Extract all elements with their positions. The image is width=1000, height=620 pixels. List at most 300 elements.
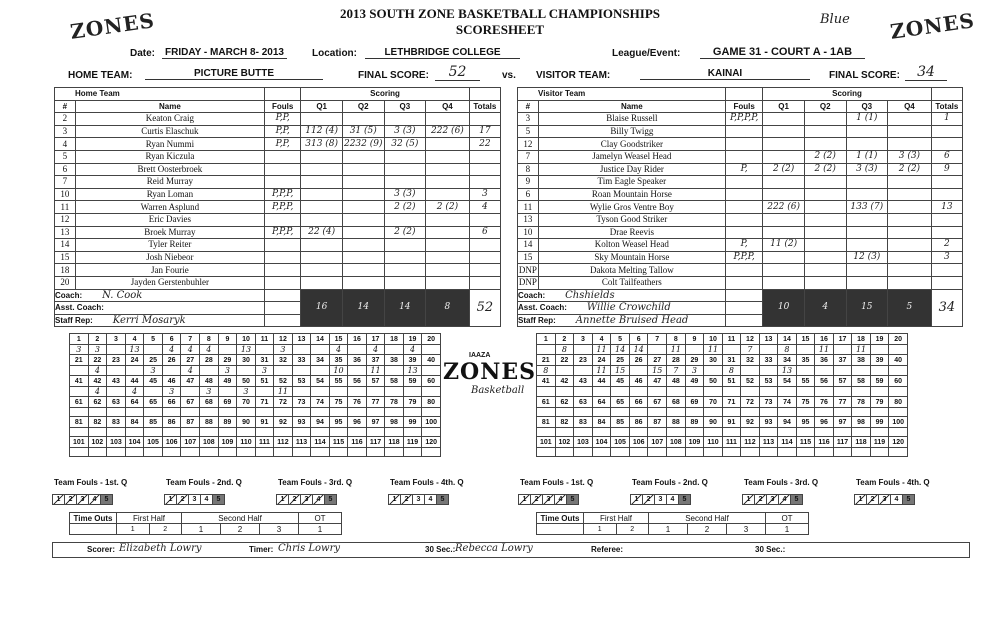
score-cell: 44	[592, 376, 611, 387]
score-cell: 110	[704, 437, 723, 448]
score-number-row	[70, 417, 441, 428]
col-totals: Totals	[469, 100, 500, 113]
player-q4	[426, 239, 470, 252]
player-q2	[804, 125, 846, 138]
score-mark-row	[537, 387, 908, 397]
player-name: Jayden Gerstenbuhler	[75, 276, 264, 289]
score-mark	[815, 448, 834, 457]
player-name: Tyson Good Striker	[538, 213, 725, 226]
player-q1	[763, 213, 805, 226]
score-cell: 98	[852, 417, 871, 428]
team-fouls-boxes	[518, 488, 628, 506]
score-mark: 4	[200, 345, 219, 355]
player-number: 6	[55, 163, 76, 176]
score-cell: 37	[366, 355, 385, 366]
score-mark	[125, 448, 144, 457]
score-cell: 24	[125, 355, 144, 366]
player-q1	[763, 251, 805, 264]
player-name: Reid Murray	[75, 176, 264, 189]
player-row	[518, 113, 963, 126]
score-cell: 14	[311, 334, 330, 345]
score-mark	[385, 366, 404, 376]
score-cell: 84	[125, 417, 144, 428]
score-cell: 47	[648, 376, 667, 387]
score-cell: 5	[144, 334, 163, 345]
score-cell: 83	[574, 417, 593, 428]
player-q1	[763, 113, 805, 126]
staff-label	[55, 302, 265, 315]
score-mark	[537, 428, 556, 437]
score-cell: 114	[778, 437, 797, 448]
score-cell: 95	[796, 417, 815, 428]
score-cell: 119	[870, 437, 889, 448]
score-mark: 15	[648, 366, 667, 376]
blank-cell	[264, 314, 300, 327]
score-mark	[759, 366, 778, 376]
score-mark	[870, 387, 889, 397]
player-tot	[469, 176, 500, 189]
score-cell: 100	[422, 417, 441, 428]
score-cell: 81	[537, 417, 556, 428]
score-cell: 18	[385, 334, 404, 345]
score-mark	[329, 387, 348, 397]
team-fouls-label: Team Fouls - 4th. Q	[856, 478, 930, 487]
player-q2	[804, 138, 846, 151]
player-q3: 12 (3)	[846, 251, 888, 264]
score-cell: 48	[667, 376, 686, 387]
score-mark	[422, 366, 441, 376]
score-mark	[629, 448, 648, 457]
player-row	[518, 188, 963, 201]
score-cell: 20	[889, 334, 908, 345]
score-cell: 43	[574, 376, 593, 387]
score-mark	[255, 408, 273, 417]
timer-signature: Chris Lowry	[278, 543, 341, 554]
score-cell: 14	[778, 334, 797, 345]
score-cell: 85	[611, 417, 630, 428]
player-q1	[763, 138, 805, 151]
visitor-team-value: KAINAI	[640, 68, 810, 80]
player-tot	[931, 226, 962, 239]
score-cell: 103	[107, 437, 126, 448]
score-mark-row	[537, 448, 908, 457]
score-cell: 22	[88, 355, 107, 366]
score-mark: 13	[237, 345, 256, 355]
score-mark	[592, 428, 611, 437]
score-mark	[759, 428, 778, 437]
score-mark	[107, 448, 126, 457]
score-mark: 3	[685, 366, 704, 376]
player-row	[518, 251, 963, 264]
team-foul-box: 4	[200, 494, 213, 505]
player-row	[55, 138, 501, 151]
score-mark	[385, 448, 404, 457]
player-number: 10	[55, 188, 76, 201]
quarter-total: 14	[342, 289, 384, 327]
score-cell: 52	[741, 376, 760, 387]
score-cell: 62	[555, 397, 574, 408]
score-mark	[348, 366, 367, 376]
score-cell: 90	[704, 417, 723, 428]
score-mark	[555, 366, 574, 376]
score-cell: 19	[403, 334, 422, 345]
score-mark	[555, 387, 574, 397]
score-mark	[648, 345, 667, 355]
player-q3	[846, 138, 888, 151]
player-tot	[469, 150, 500, 163]
score-cell: 32	[274, 355, 293, 366]
score-mark	[88, 408, 107, 417]
staff-signature: Chshields	[565, 289, 615, 301]
visitor-caption: Visitor Team	[518, 88, 726, 101]
score-cell: 60	[889, 376, 908, 387]
score-cell: 67	[181, 397, 200, 408]
col-fouls: Fouls	[725, 100, 762, 113]
score-cell: 114	[311, 437, 330, 448]
team-foul-box: 5	[678, 494, 691, 505]
score-mark	[200, 448, 219, 457]
score-cell: 68	[667, 397, 686, 408]
team-foul-box: 2	[64, 494, 77, 505]
score-mark: 3	[70, 345, 89, 355]
player-q4	[426, 163, 470, 176]
player-q3	[384, 113, 426, 126]
team-foul-box: 1	[52, 494, 65, 505]
score-mark: 8	[537, 366, 556, 376]
quarter-total: 5	[888, 289, 932, 327]
col-num: #	[518, 100, 539, 113]
team-foul-box: 4	[890, 494, 903, 505]
score-mark: 3	[144, 366, 163, 376]
player-tot	[469, 264, 500, 277]
player-q4	[888, 264, 932, 277]
player-q1: 11 (2)	[763, 239, 805, 252]
score-mark-row	[70, 366, 441, 376]
player-q4	[888, 188, 932, 201]
score-mark	[889, 408, 908, 417]
score-mark: 13	[403, 366, 422, 376]
score-cell: 9	[685, 334, 704, 345]
player-q3: 3 (3)	[846, 163, 888, 176]
team-foul-box: 5	[100, 494, 113, 505]
score-cell: 99	[403, 417, 422, 428]
score-mark	[107, 345, 126, 355]
player-tot	[931, 213, 962, 226]
player-tot: 13	[931, 201, 962, 214]
player-q3: 133 (7)	[846, 201, 888, 214]
score-cell: 17	[833, 334, 852, 345]
asst-label: Asst. Coach:	[518, 303, 567, 313]
score-mark	[403, 428, 422, 437]
player-fouls: P,P,P,	[264, 188, 300, 201]
date-value: FRIDAY - MARCH 8- 2013	[162, 47, 287, 59]
score-cell: 69	[218, 397, 237, 408]
player-tot	[931, 176, 962, 189]
player-q3	[384, 276, 426, 289]
player-q3	[384, 213, 426, 226]
player-tot: 3	[469, 188, 500, 201]
player-tot	[469, 239, 500, 252]
team-foul-box: 1	[630, 494, 643, 505]
score-cell: 70	[237, 397, 256, 408]
player-fouls	[725, 276, 762, 289]
score-cell: 39	[403, 355, 422, 366]
score-cell: 12	[274, 334, 293, 345]
score-mark	[422, 428, 441, 437]
score-cell: 1	[537, 334, 556, 345]
score-mark	[704, 387, 723, 397]
score-cell: 12	[741, 334, 760, 345]
score-cell: 23	[574, 355, 593, 366]
score-cell: 118	[852, 437, 871, 448]
player-row	[518, 276, 963, 289]
score-mark	[537, 448, 556, 457]
home-roster-table	[54, 87, 501, 327]
staff-label: Staff Rep:	[55, 315, 93, 325]
player-tot	[469, 113, 500, 126]
ot-label: OT	[299, 513, 342, 524]
player-name: Keaton Craig	[75, 113, 264, 126]
score-mark	[574, 387, 593, 397]
score-mark: 4	[366, 345, 385, 355]
score-mark	[70, 366, 89, 376]
score-cell: 30	[704, 355, 723, 366]
score-number-row	[537, 417, 908, 428]
team-fouls-quarter	[52, 478, 162, 506]
player-row	[55, 176, 501, 189]
coach-label: Coach:	[55, 290, 83, 300]
team-fouls-boxes	[276, 488, 386, 506]
player-row	[55, 163, 501, 176]
score-cell: 15	[329, 334, 348, 345]
player-row	[518, 213, 963, 226]
score-cell: 82	[88, 417, 107, 428]
score-mark	[311, 387, 330, 397]
game-total: 34	[931, 289, 962, 327]
score-cell: 32	[741, 355, 760, 366]
game-total: 52	[469, 289, 500, 327]
player-q4	[888, 213, 932, 226]
player-q4	[426, 251, 470, 264]
score-mark	[667, 408, 686, 417]
score-mark	[833, 366, 852, 376]
corner-note: Blue	[820, 12, 850, 27]
score-mark	[759, 408, 778, 417]
score-cell: 64	[592, 397, 611, 408]
score-cell: 59	[403, 376, 422, 387]
score-mark	[162, 366, 181, 376]
score-cell: 53	[292, 376, 311, 387]
score-cell: 38	[385, 355, 404, 366]
player-fouls: P,P,	[264, 125, 300, 138]
home-team-value: PICTURE BUTTE	[145, 68, 323, 80]
player-name: Curtis Elaschuk	[75, 125, 264, 138]
score-mark	[292, 408, 311, 417]
player-name: Billy Twigg	[538, 125, 725, 138]
score-number-row	[70, 376, 441, 387]
player-row	[55, 213, 501, 226]
score-cell: 98	[385, 417, 404, 428]
score-cell: 36	[815, 355, 834, 366]
player-row	[518, 226, 963, 239]
score-cell: 52	[274, 376, 293, 387]
team-foul-box: 3	[188, 494, 201, 505]
player-number: 3	[518, 113, 539, 126]
score-mark	[629, 387, 648, 397]
score-mark	[704, 428, 723, 437]
team-foul-box: 3	[300, 494, 313, 505]
score-mark	[796, 387, 815, 397]
player-row	[55, 188, 501, 201]
score-mark	[611, 387, 630, 397]
quarter-total: 4	[804, 289, 846, 327]
player-row	[518, 125, 963, 138]
player-q4	[888, 125, 932, 138]
player-q4	[888, 176, 932, 189]
score-cell: 88	[667, 417, 686, 428]
player-q3	[846, 125, 888, 138]
player-number: 15	[518, 251, 539, 264]
player-q2	[804, 251, 846, 264]
score-cell: 101	[70, 437, 89, 448]
player-tot	[931, 188, 962, 201]
score-mark	[778, 387, 797, 397]
team-foul-box: 2	[530, 494, 543, 505]
player-q1	[301, 264, 343, 277]
player-name: Drae Reevis	[538, 226, 725, 239]
score-cell: 91	[255, 417, 273, 428]
player-number: DNP	[518, 264, 537, 275]
score-cell: 101	[537, 437, 556, 448]
score-cell: 17	[366, 334, 385, 345]
player-name: Blaise Russell	[538, 113, 725, 126]
score-cell: 7	[648, 334, 667, 345]
player-q3	[384, 251, 426, 264]
score-mark	[348, 448, 367, 457]
score-mark: 8	[722, 366, 740, 376]
score-cell: 41	[537, 376, 556, 387]
referee-label: Referee:	[591, 545, 624, 554]
score-cell: 102	[555, 437, 574, 448]
score-mark	[422, 345, 441, 355]
score-mark	[237, 448, 256, 457]
team-fouls-quarter	[630, 478, 740, 506]
score-mark	[889, 387, 908, 397]
score-mark	[162, 428, 181, 437]
score-mark	[218, 345, 237, 355]
team-foul-box: 2	[754, 494, 767, 505]
player-fouls	[264, 163, 300, 176]
score-cell: 89	[218, 417, 237, 428]
score-cell: 76	[348, 397, 367, 408]
score-mark	[778, 448, 797, 457]
score-cell: 90	[237, 417, 256, 428]
score-cell: 42	[88, 376, 107, 387]
score-mark	[889, 448, 908, 457]
location-label: Location:	[312, 48, 357, 59]
player-row	[55, 201, 501, 214]
player-number: 6	[518, 188, 539, 201]
player-fouls	[264, 176, 300, 189]
score-number-row	[537, 334, 908, 345]
visitor-team-fouls	[518, 478, 968, 502]
score-cell: 76	[815, 397, 834, 408]
home-final-label: FINAL SCORE:	[358, 70, 429, 81]
score-mark	[181, 408, 200, 417]
score-cell: 56	[815, 376, 834, 387]
player-q1	[301, 188, 343, 201]
score-cell: 87	[181, 417, 200, 428]
score-cell: 108	[200, 437, 219, 448]
score-cell: 102	[88, 437, 107, 448]
score-cell: 11	[722, 334, 740, 345]
score-mark	[144, 345, 163, 355]
player-number: 2	[55, 113, 76, 126]
score-mark	[815, 366, 834, 376]
team-foul-box: 4	[666, 494, 679, 505]
score-mark	[144, 387, 163, 397]
player-number: 4	[55, 138, 76, 151]
score-cell: 29	[218, 355, 237, 366]
score-cell: 50	[704, 376, 723, 387]
score-mark	[574, 408, 593, 417]
score-cell: 86	[162, 417, 181, 428]
score-cell: 35	[329, 355, 348, 366]
player-name: Clay Goodstriker	[538, 138, 725, 151]
quarter-total: 10	[763, 289, 805, 327]
score-mark	[852, 387, 871, 397]
score-mark	[385, 387, 404, 397]
score-number-row	[70, 437, 441, 448]
first-half-label: First Half	[117, 513, 182, 524]
score-cell: 116	[348, 437, 367, 448]
score-mark	[833, 408, 852, 417]
team-fouls-label: Team Fouls - 2nd. Q	[166, 478, 242, 487]
score-cell: 33	[759, 355, 778, 366]
player-row	[55, 113, 501, 126]
score-mark	[870, 428, 889, 437]
team-foul-box: 5	[212, 494, 225, 505]
score-mark: 3	[88, 345, 107, 355]
player-fouls	[725, 176, 762, 189]
team-foul-box: 5	[790, 494, 803, 505]
home-caption: Home Team	[55, 88, 265, 101]
visitor-running-score	[536, 333, 908, 457]
score-mark	[667, 448, 686, 457]
player-number: 7	[518, 150, 539, 163]
team-fouls-boxes	[164, 488, 274, 506]
score-mark	[796, 366, 815, 376]
timer-label: Timer:	[249, 545, 274, 554]
score-cell: 37	[833, 355, 852, 366]
team-foul-box: 1	[742, 494, 755, 505]
score-mark	[889, 366, 908, 376]
score-cell: 92	[741, 417, 760, 428]
team-foul-box: 5	[566, 494, 579, 505]
score-mark	[741, 387, 760, 397]
score-mark: 3	[255, 366, 273, 376]
score-mark: 4	[181, 345, 200, 355]
player-q2	[804, 201, 846, 214]
score-mark	[292, 448, 311, 457]
score-mark: 8	[778, 345, 797, 355]
player-q1	[301, 163, 343, 176]
score-number-row	[70, 397, 441, 408]
score-cell: 20	[422, 334, 441, 345]
team-foul-box: 2	[866, 494, 879, 505]
score-cell: 62	[88, 397, 107, 408]
team-foul-box: 1	[518, 494, 531, 505]
